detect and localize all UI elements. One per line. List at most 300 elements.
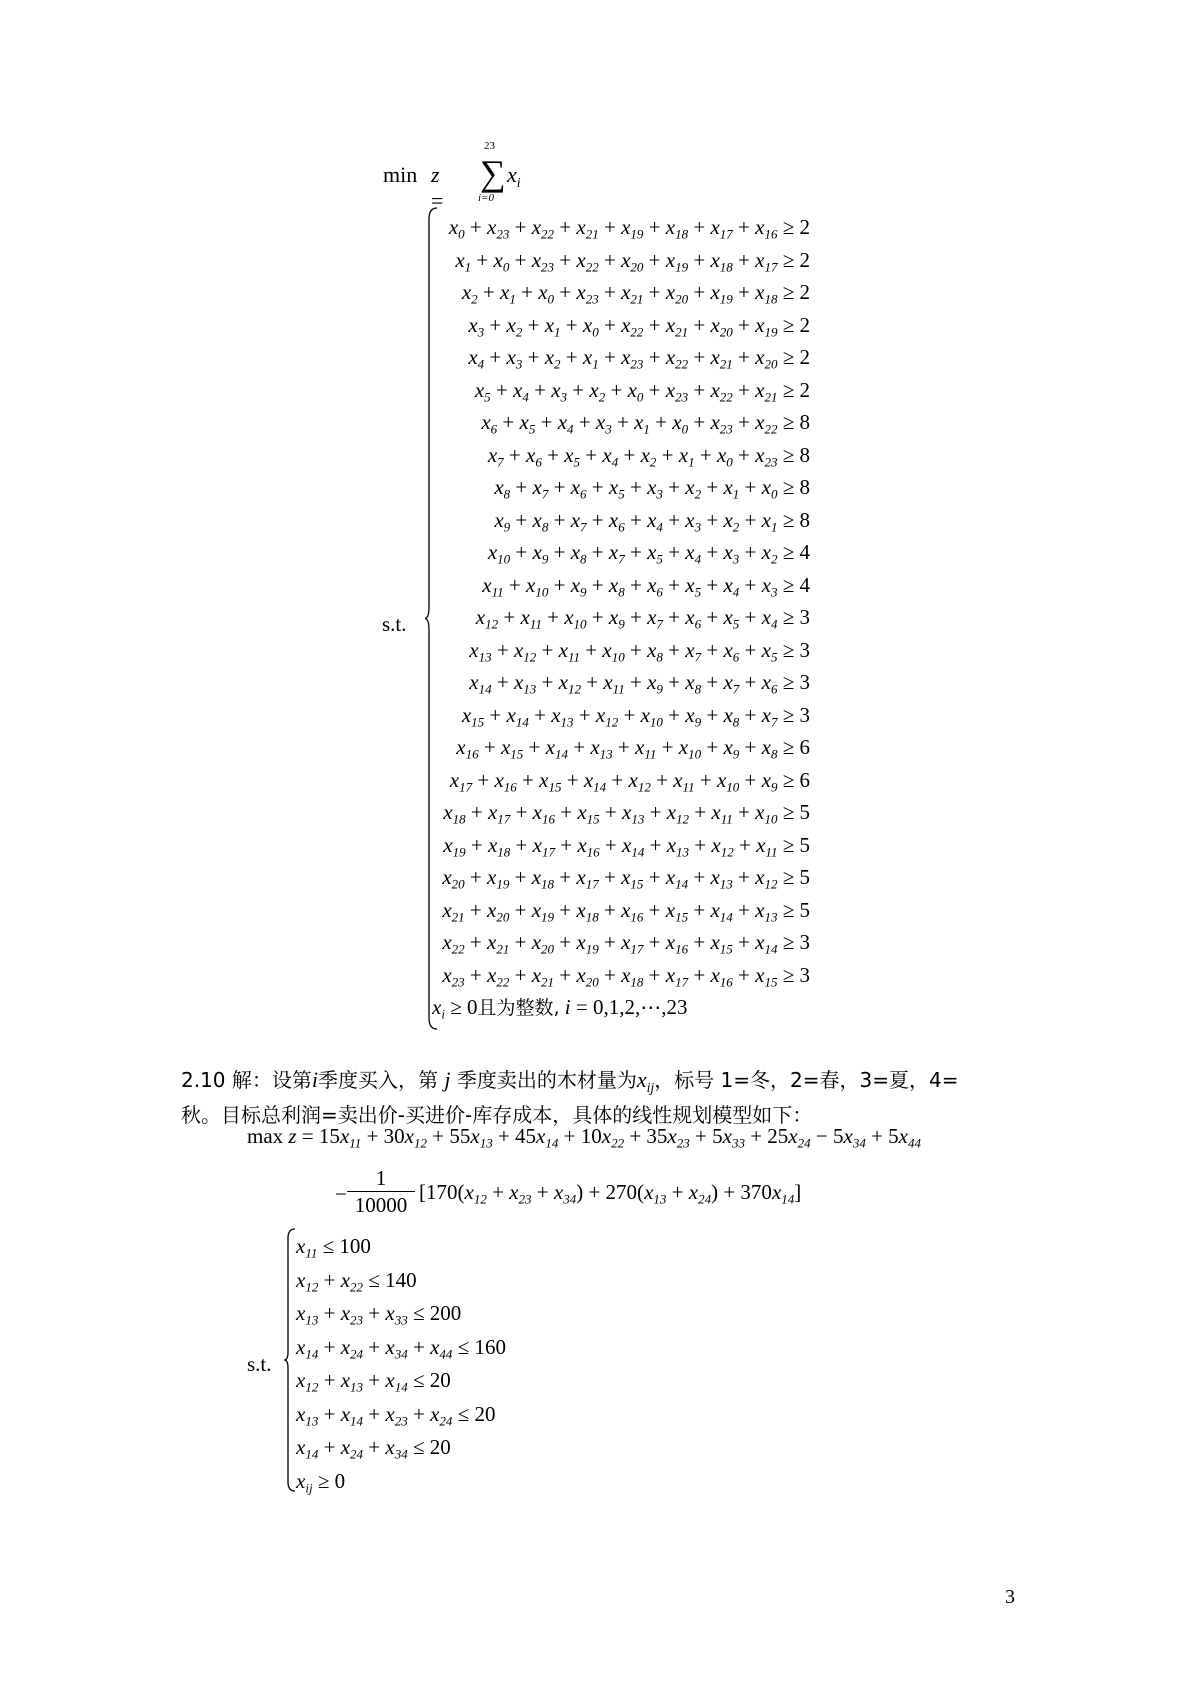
variable: $x_{24}$ [340, 1334, 364, 1362]
variable: $x_6$ [481, 410, 498, 437]
plus-sign: + [598, 215, 622, 239]
constraint-row [430, 439, 810, 472]
variable: $x_{15}$ [621, 865, 644, 892]
variable: $x_{16}$ [494, 767, 517, 795]
rhs-value: 20 [429, 1368, 451, 1392]
plus-sign: + [739, 605, 762, 629]
plus-sign: + [732, 215, 756, 239]
plus-sign: + [580, 670, 604, 694]
ge-sign: ≥ [777, 605, 800, 629]
plus-sign: + [598, 865, 622, 889]
problem-paragraph [181, 1062, 1021, 1133]
constraint-row [430, 634, 810, 667]
model2-brace-icon [284, 1228, 296, 1492]
plus-sign: + [318, 1368, 341, 1392]
variable: $x_{24}$ [430, 1401, 453, 1429]
variable: $x_{13}$ [666, 832, 690, 860]
plus-sign: + [732, 930, 756, 954]
variable: $x_{23}$ [487, 215, 510, 242]
variable: $x_8$ [570, 540, 587, 567]
variable: $x_{11}$ [673, 767, 695, 795]
plus-sign: + [560, 345, 583, 369]
variable: $x_{12}$ [464, 1180, 487, 1207]
variable: $x_{14}$ [385, 1368, 408, 1395]
variable: $x_6$ [526, 442, 542, 470]
plus-sign: + [509, 962, 532, 987]
variable: $x_{15}$ [461, 702, 485, 730]
plus-sign: + [739, 735, 762, 759]
variable: $x_3$ [595, 410, 612, 437]
variable: $x_9$ [608, 605, 625, 632]
variable: $x_{13}$ [551, 702, 574, 730]
plus-sign: + [477, 280, 500, 304]
plus-sign: + [510, 475, 533, 499]
variable: $x_{13}$ [513, 670, 537, 697]
plus-sign: + [732, 865, 756, 889]
rhs-value: 2 [799, 345, 810, 369]
sum-term: $x_i$ [507, 162, 521, 190]
plus-sign: + [554, 215, 577, 239]
variable: $x_1$ [761, 507, 778, 535]
variable: $x_{34}$ [553, 1180, 577, 1207]
plus-sign: + [650, 767, 674, 792]
variable: $x_5$ [474, 377, 491, 405]
plus-sign: + [662, 637, 686, 662]
min-keyword: min [383, 162, 418, 187]
plus-sign: + [694, 442, 717, 467]
variable: $x_2$ [589, 377, 606, 405]
variable: $x_{22}$ [665, 345, 689, 372]
plus-sign: + [701, 475, 724, 499]
variable: $x_{18}$ [755, 280, 778, 307]
variable: $x_{21}$ [487, 930, 510, 957]
ge-sign: ≥ [777, 800, 800, 824]
variable: $x_{33}$ [385, 1301, 408, 1328]
constraint-row [430, 764, 810, 797]
plus-sign: + [732, 345, 756, 369]
variable: $x_4$ [761, 605, 778, 632]
constraint-row [296, 1264, 506, 1298]
plus-sign: + [548, 475, 571, 499]
plus-sign: + [643, 247, 666, 272]
plus-sign: + [733, 832, 757, 857]
plus-sign: + [732, 247, 756, 272]
plus-sign: + [318, 1435, 341, 1459]
variable: $x_{13}$ [469, 637, 492, 665]
rhs-value: 160 [474, 1334, 506, 1359]
variable: $x_9$ [647, 670, 663, 697]
plus-sign: + [561, 767, 584, 792]
variable: $x_{14}$ [710, 897, 733, 925]
rhs-value: 2 [799, 215, 810, 239]
variable: $x_5$ [685, 572, 702, 600]
variable: $x_1$ [500, 280, 516, 307]
constraint-row [430, 601, 810, 634]
plus-sign: + [688, 410, 711, 434]
relation: ≥ 0 [444, 995, 478, 1019]
variable: $x_{10}$ [640, 702, 663, 730]
variable: $x_{14}$ [545, 735, 568, 762]
variable: $x_{17}$ [487, 800, 511, 827]
plus-sign: + [598, 345, 622, 369]
plus-sign: + [586, 507, 609, 532]
plus-sign: + [497, 410, 520, 434]
variable: $x_{23}$ [340, 1301, 364, 1328]
variable: $x_4$ [647, 507, 663, 535]
variable: $x_{11}$ [296, 1234, 318, 1261]
plus-sign: + [662, 572, 686, 597]
model2-constraints [296, 1230, 506, 1498]
plus-sign: + [484, 345, 507, 369]
rhs-value: 3 [799, 962, 810, 987]
variable: $x_i$ [432, 995, 445, 1022]
variable: $x_8$ [723, 702, 740, 730]
ge-sign: ≥ [777, 832, 800, 857]
rhs-value: 6 [799, 767, 810, 792]
variable: $x_9$ [532, 540, 549, 567]
ge-sign: ≥ [777, 735, 800, 759]
variable: $x_7$ [647, 605, 663, 632]
page-number: 3 [1005, 1586, 1015, 1608]
plus-sign: + [662, 670, 686, 694]
variable: $x_{23}$ [621, 345, 644, 372]
rhs-value: 3 [799, 605, 810, 629]
plus-sign: + [586, 540, 609, 564]
variable: $x_5$ [647, 540, 663, 567]
variable: $x_{16}$ [456, 735, 479, 762]
variable: $x_{13}$ [644, 1180, 667, 1207]
variable: $x_{22}$ [710, 377, 733, 405]
objective-coef: + 35 [624, 1124, 668, 1148]
bracket-close: ] [794, 1180, 802, 1204]
constraint-row [296, 1331, 506, 1365]
variable: $x_{13}$ [296, 1401, 319, 1429]
variable: $x_{24}$ [688, 1180, 712, 1207]
plus-sign: + [662, 605, 686, 629]
plus-sign: + [656, 735, 679, 759]
variable: $x_5$ [519, 410, 536, 437]
variable: $x_5$ [723, 605, 740, 632]
variable: $x_{22}$ [755, 410, 778, 437]
plus-sign: + [509, 215, 532, 239]
variable: $x_{18}$ [487, 832, 511, 860]
plus-sign: + [732, 897, 756, 922]
variable: $x_{14}$ [583, 767, 607, 795]
variable: $x_{13}$ [590, 735, 613, 762]
variable: $x_0$ [538, 280, 555, 307]
rhs-value: 100 [339, 1234, 371, 1258]
variable: $x_{18}$ [665, 215, 689, 242]
variable: $x_{11}$ [558, 637, 581, 665]
plus-sign: + [363, 1435, 386, 1459]
variable: $x_{20}$ [755, 345, 778, 372]
plus-sign: + [624, 572, 648, 597]
plus-sign: + [611, 410, 635, 434]
variable: $x_{12}$ [628, 767, 651, 795]
plus-sign: + [701, 572, 724, 597]
plus-sign: + [464, 962, 487, 987]
variable: $x_3$ [723, 540, 740, 567]
constraint-row [296, 1230, 506, 1264]
objective-coef: + 5 [865, 1124, 899, 1148]
variable: $x_{33}$ [722, 1124, 745, 1151]
penalty-fraction [345, 1165, 417, 1218]
variable: $x_4$ [468, 345, 485, 372]
plus-sign: + [732, 410, 756, 434]
rhs-value: 4 [799, 540, 810, 564]
variable: $x_{14}$ [665, 865, 689, 892]
model2-st-label: s.t. [247, 1352, 272, 1376]
plus-sign: + [643, 865, 666, 889]
objective-coef: + 10 [558, 1124, 602, 1148]
plus-sign: + [598, 280, 622, 304]
plus-sign: + [554, 280, 577, 304]
variable: $x_8$ [685, 670, 702, 697]
plus-sign: + [598, 247, 622, 272]
variable: $x_6$ [761, 670, 778, 697]
ge-sign: ≥ [777, 507, 800, 532]
variable: $x_0$ [448, 215, 465, 242]
plus-sign: + [701, 507, 724, 532]
relation: ≤ [407, 1301, 430, 1325]
plus-sign: + [484, 702, 507, 727]
relation: ≤ [452, 1401, 475, 1426]
constraint-row [430, 699, 810, 732]
variable: $x_6$ [647, 572, 663, 600]
variable: $x_8$ [761, 735, 778, 762]
variable: $x_{16}$ [665, 930, 689, 957]
plus-sign: + [739, 637, 762, 662]
ge-sign: ≥ [777, 247, 800, 272]
plus-sign: + [510, 540, 533, 564]
plus-sign: + [739, 767, 762, 792]
plus-sign: + [491, 637, 514, 662]
variable: $x_9$ [494, 507, 511, 535]
plus-sign: + [567, 377, 590, 402]
plus-sign: + [598, 930, 622, 954]
variable: $x_{22}$ [601, 1124, 625, 1151]
variable: $x_{21}$ [665, 312, 689, 340]
variable: $x_1$ [634, 410, 650, 437]
plus-sign: + [688, 247, 711, 272]
plus-sign: + [586, 605, 609, 629]
rhs-value: 5 [799, 865, 810, 889]
sum-upper-limit: 23 [484, 140, 495, 152]
variable: $x_{12}$ [404, 1124, 428, 1151]
variable: $x_2$ [761, 540, 778, 567]
variable: $x_{11}$ [520, 605, 542, 632]
variable: $x_5$ [564, 442, 581, 470]
variable: $x_8$ [494, 475, 511, 502]
variable: $x_{17}$ [576, 865, 599, 892]
plus-sign: + [739, 702, 762, 727]
variable: $x_{10}$ [716, 767, 740, 795]
variable: $x_{22}$ [442, 930, 465, 957]
variable: $x_0$ [716, 442, 733, 470]
plus-sign: + [694, 767, 717, 792]
variable: $x_6$ [608, 507, 625, 535]
plus-sign: + [318, 1401, 341, 1426]
variable: $x_4$ [723, 572, 740, 600]
variable: $x_{12}$ [711, 832, 734, 860]
plus-sign: + [649, 410, 673, 434]
variable: $x_{11}$ [603, 670, 625, 697]
variable: $x_{16}$ [755, 215, 778, 242]
variable: $x_{44}$ [898, 1124, 922, 1151]
variable: $x_{21}$ [621, 280, 644, 307]
variable: $x_4$ [513, 377, 529, 405]
rhs-value: 20 [474, 1401, 496, 1426]
plus-sign: + [523, 735, 546, 759]
plus-sign: + [472, 767, 495, 792]
variable: $x_{15}$ [500, 735, 524, 762]
plus-sign: + [363, 1401, 386, 1426]
ge-sign: ≥ [777, 345, 800, 369]
constraint-row [430, 211, 810, 244]
variable: $x_9$ [761, 767, 778, 795]
variable: $x_{14}$ [536, 1124, 559, 1151]
plus-sign: + [554, 962, 577, 987]
plus-sign: + [464, 215, 487, 239]
constraint-row [430, 926, 810, 959]
variable: $x_{12}$ [755, 865, 778, 892]
rhs-value: 5 [799, 897, 810, 922]
plus-sign: + [624, 507, 648, 532]
plus-sign: + [471, 247, 494, 272]
variable: $x_2$ [544, 345, 561, 372]
ge-sign: ≥ [777, 572, 800, 597]
plus-sign: + [662, 702, 686, 727]
plus-sign: + [739, 475, 762, 499]
penalty-c2: ) + 270( [576, 1180, 645, 1204]
plus-sign: + [509, 247, 532, 272]
variable: $x_{22}$ [576, 247, 599, 275]
variable: $x_{14}$ [296, 1334, 319, 1362]
ge-sign: ≥ [777, 475, 800, 499]
plus-sign: + [407, 1401, 431, 1426]
plus-sign: + [490, 377, 513, 402]
variable: $x_{14}$ [340, 1401, 364, 1429]
variable: $x_{44}$ [430, 1334, 453, 1362]
integer-note: 且为整数, [477, 997, 560, 1019]
variable: $x_{19}$ [710, 280, 733, 307]
sum-symbol-icon: ∑ [480, 153, 506, 193]
variable: $x_7$ [487, 442, 504, 470]
variable: $x_1$ [723, 475, 740, 502]
plus-sign: + [701, 540, 724, 564]
objective-coef: + 55 [427, 1124, 471, 1148]
variable: $x_{23}$ [442, 962, 465, 990]
variable: $x_{23}$ [710, 410, 733, 437]
variable: $x_{ij}$ [296, 1468, 313, 1496]
variable: $x_{34}$ [843, 1124, 866, 1151]
variable: $x_{20}$ [576, 962, 599, 990]
variable: $x_{15}$ [755, 962, 778, 990]
plus-sign: + [701, 637, 724, 662]
sum-lower-limit: i=0 [478, 192, 494, 204]
constraint-row [296, 1465, 506, 1499]
objective-coef: + 30 [361, 1124, 405, 1148]
constraint-row-integer [430, 991, 810, 1024]
variable: $x_{19}$ [487, 865, 510, 892]
plus-sign: + [515, 280, 539, 304]
plus-sign: + [643, 377, 666, 402]
variable: $x_{15}$ [710, 930, 733, 957]
model1-st-label: s.t. [382, 612, 407, 636]
model2-objective-line1 [247, 1124, 921, 1149]
plus-sign: + [510, 507, 533, 532]
variable: $x_7$ [608, 540, 625, 567]
plus-sign: + [624, 475, 648, 499]
rhs-value: 20 [429, 1435, 451, 1459]
variable: $x_6$ [570, 475, 587, 502]
rhs-value: 8 [799, 507, 810, 532]
variable: $x_{19}$ [755, 312, 778, 340]
variable: $x_3$ [647, 475, 663, 502]
variable: $x_{34}$ [385, 1334, 408, 1362]
variable: $x_0$ [672, 410, 689, 437]
variable: $x_{23}$ [755, 442, 778, 470]
ge-sign: ≥ [777, 962, 800, 987]
ge-sign: ≥ [777, 865, 800, 889]
constraint-row [430, 244, 810, 277]
ge-sign: ≥ [777, 637, 800, 662]
variable: $x_{10}$ [602, 637, 625, 665]
variable: $x_{15}$ [577, 800, 600, 827]
variable: $x_{23}$ [509, 1180, 532, 1207]
variable: $x_{13}$ [340, 1368, 364, 1395]
plus-sign: + [363, 1301, 386, 1325]
constraint-row [430, 731, 810, 764]
plus-sign: + [688, 312, 711, 337]
variable: $x_3$ [506, 345, 523, 372]
variable: $x_{24}$ [340, 1435, 364, 1462]
plus-sign: + [739, 572, 762, 597]
variable: $x_{21}$ [755, 377, 778, 405]
rhs-value: 0 [334, 1468, 346, 1493]
variable: $x_{14}$ [469, 670, 492, 697]
plus-sign: + [478, 735, 501, 759]
variable: $x_{18}$ [621, 962, 644, 990]
ge-sign: ≥ [777, 215, 800, 239]
variable: $x_{13}$ [710, 865, 733, 892]
plus-sign: + [688, 897, 711, 922]
rhs-value: 2 [799, 377, 810, 402]
variable: $x_{19}$ [665, 247, 689, 275]
ge-sign: ≥ [777, 897, 800, 922]
plus-sign: + [573, 410, 596, 434]
variable: $x_{16}$ [532, 800, 555, 827]
plus-sign: + [643, 897, 666, 922]
variable: $x_{17}$ [621, 930, 644, 957]
rhs-value: 2 [799, 280, 810, 304]
relation: ≤ [407, 1435, 430, 1459]
variable: $x_2$ [685, 475, 702, 502]
ge-sign: ≥ [777, 540, 800, 564]
variable: $x_{22}$ [531, 215, 555, 242]
variable: $x_{15}$ [665, 897, 689, 925]
variable: $x_{20}$ [710, 312, 733, 340]
variable: $x_{14}$ [622, 832, 645, 860]
variable: $x_0$ [582, 312, 599, 340]
plus-sign: + [701, 735, 724, 759]
rhs-value: 8 [799, 442, 810, 467]
index-range: = 0,1,2,⋯,23 [570, 995, 688, 1019]
variable: $x_{21}$ [710, 345, 733, 372]
plus-sign: + [554, 247, 577, 272]
paragraph-line-2: 秋。目标总利润=卖出价-买进价-库存成本，具体的线性规划模型如下： [181, 1103, 813, 1127]
constraint-row [430, 666, 810, 699]
